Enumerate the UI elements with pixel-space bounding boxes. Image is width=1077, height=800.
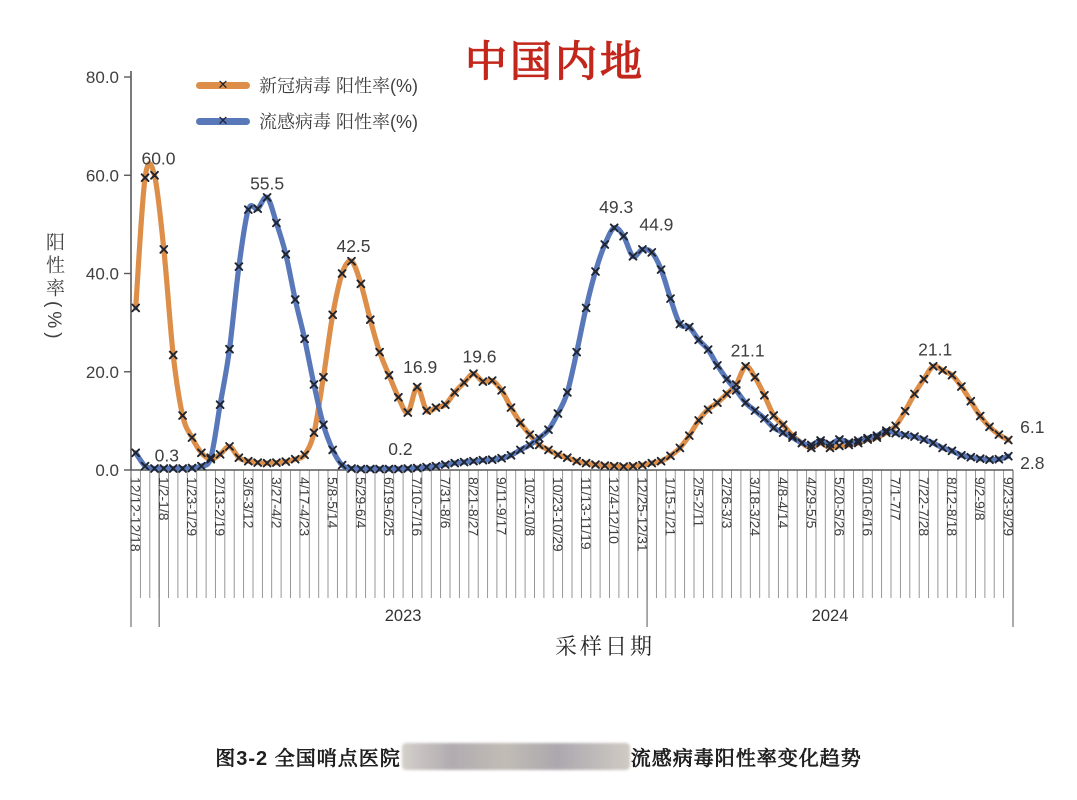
x-tick-label: 5/8-5/14 — [324, 477, 341, 529]
x-tick-label: 7/1-7/7 — [887, 477, 904, 521]
caption-suffix: 流感病毒阳性率变化趋势 — [630, 748, 862, 770]
x-tick-label: 11/13-11/19 — [578, 477, 595, 550]
x-tick-label: 9/2-9/8 — [972, 477, 989, 521]
legend-line-swatch — [196, 76, 250, 92]
data-label: 16.9 — [403, 357, 438, 377]
x-tick-label: 7/31-8/6 — [437, 477, 454, 529]
data-label: 44.9 — [639, 214, 674, 235]
chart-title: 中国内地 — [464, 38, 645, 85]
data-label: 0.3 — [154, 445, 179, 466]
y-tick-label: 80.0 — [85, 68, 119, 87]
x-tick-label: 4/17-4/23 — [296, 477, 313, 537]
y-axis-title: 阳性率(%) — [43, 232, 64, 343]
data-label: 19.6 — [462, 346, 497, 367]
y-tick-label: 60.0 — [85, 166, 119, 186]
legend-item-flu — [196, 108, 418, 134]
data-label: 21.1 — [730, 340, 765, 361]
x-tick-label: 9/11-9/17 — [493, 477, 510, 536]
legend-label: 新冠病毒 阳性率(%) — [259, 76, 418, 96]
data-label: 2.8 — [1020, 453, 1045, 474]
x-tick-label: 10/23-10/29 — [549, 477, 566, 552]
figure-caption — [0, 742, 1077, 771]
x-tick-label: 1/2-1/8 — [155, 477, 172, 521]
data-label: 55.5 — [250, 173, 285, 194]
x-tick-label: 3/18-3/24 — [747, 477, 763, 537]
x-tick-label: 6/10-6/16 — [859, 477, 876, 537]
x-tick-label: 9/23-9/29 — [1000, 477, 1017, 537]
x-marker-icon: ✕ — [217, 76, 229, 92]
x-tick-label: 12/12-12/18 — [127, 477, 144, 552]
x-tick-label: 4/8-4/14 — [775, 477, 792, 529]
data-label: 6.1 — [1020, 417, 1045, 437]
y-tick-label: 40.0 — [85, 264, 119, 284]
x-tick-label: 8/12-8/18 — [944, 477, 960, 537]
x-tick-label: 2/26-3/3 — [718, 477, 735, 529]
x-tick-label: 6/19-6/25 — [381, 477, 397, 537]
flu-series-markers — [132, 194, 1011, 472]
y-tick-label: 0.0 — [95, 461, 119, 480]
year-label: 2024 — [811, 607, 849, 625]
y-tick-label: 20.0 — [85, 362, 119, 382]
x-tick-label: 3/6-3/12 — [240, 477, 257, 529]
x-tick-label: 12/25-12/31 — [634, 477, 651, 552]
caption-prefix: 图3-2 全国哨点医院 — [215, 748, 401, 770]
legend-item-covid — [196, 72, 418, 98]
year-label: 2023 — [384, 607, 422, 625]
x-tick-label: 7/10-7/16 — [409, 477, 426, 537]
x-tick-label: 10/2-10/8 — [521, 477, 538, 537]
covid-series-markers — [132, 172, 1011, 470]
x-marker-icon: ✕ — [217, 112, 229, 128]
legend-line-swatch — [196, 112, 250, 128]
data-label: 42.5 — [336, 236, 371, 257]
x-tick-label: 5/20-5/26 — [831, 477, 848, 537]
data-label: 0.2 — [388, 439, 413, 459]
data-label: 21.1 — [918, 339, 953, 360]
legend — [196, 72, 418, 144]
data-label: 60.0 — [141, 148, 176, 169]
x-tick-label: 4/29-5/5 — [803, 477, 820, 529]
x-tick-label: 5/29-6/4 — [352, 477, 369, 529]
data-label: 49.3 — [599, 196, 634, 217]
x-tick-label: 1/15-1/21 — [662, 477, 679, 537]
flu-series-line — [136, 197, 1009, 469]
x-tick-label: 2/5-2/11 — [690, 477, 707, 528]
x-axis-title: 采样日期 — [554, 634, 655, 659]
x-tick-label: 2/13-2/19 — [212, 477, 229, 537]
x-tick-label: 7/22-7/28 — [915, 477, 932, 537]
x-tick-label: 3/27-4/2 — [268, 477, 285, 529]
x-tick-label: 1/23-1/29 — [184, 477, 200, 537]
x-tick-label: 12/4-12/10 — [606, 477, 623, 544]
covid-series-line — [136, 164, 1009, 467]
legend-label: 流感病毒 阳性率(%) — [259, 112, 418, 132]
caption-redacted-blur — [402, 743, 630, 770]
x-tick-label: 8/21-8/27 — [465, 477, 482, 537]
